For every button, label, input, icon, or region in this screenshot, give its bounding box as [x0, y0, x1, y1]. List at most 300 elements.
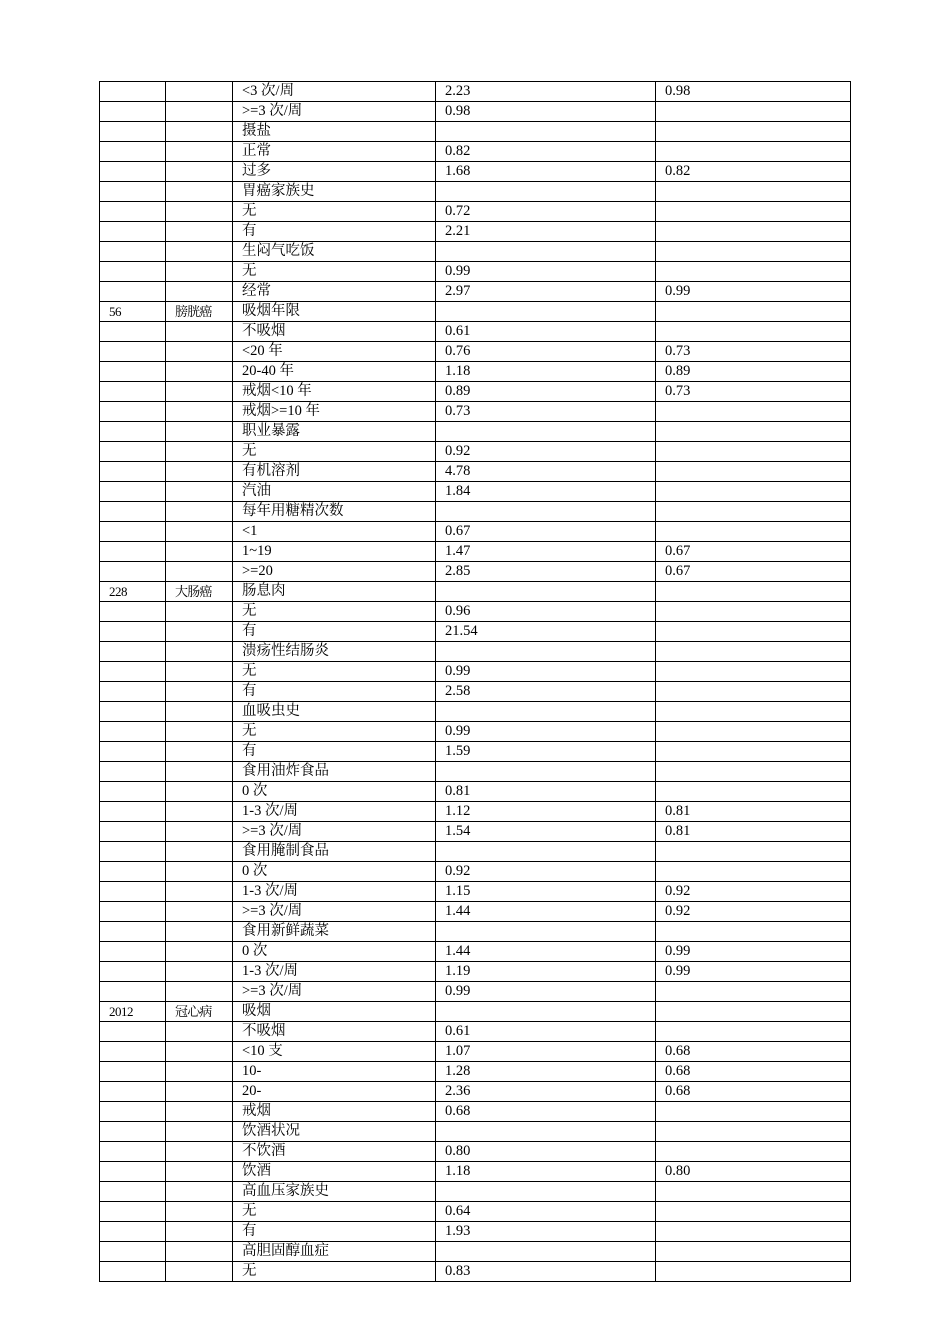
factor-cell: 1-3 次/周 — [233, 962, 436, 982]
reference-value-cell — [656, 682, 851, 702]
risk-value-cell: 2.36 — [436, 1082, 656, 1102]
factor-cell: 肠息肉 — [233, 582, 436, 602]
risk-value-cell: 1.15 — [436, 882, 656, 902]
factor-cell: 职业暴露 — [233, 422, 436, 442]
table-row — [100, 702, 851, 722]
risk-value-cell: 0.99 — [436, 662, 656, 682]
risk-value-cell — [436, 922, 656, 942]
table-row — [100, 282, 851, 302]
case-count-cell — [100, 882, 166, 902]
reference-value-cell — [656, 442, 851, 462]
table-row — [100, 202, 851, 222]
disease-cell — [166, 902, 233, 922]
case-count-cell — [100, 1142, 166, 1162]
case-count-cell — [100, 1242, 166, 1262]
disease-cell — [166, 922, 233, 942]
table-row — [100, 602, 851, 622]
risk-value-cell — [436, 302, 656, 322]
disease-cell — [166, 202, 233, 222]
risk-value-cell — [436, 122, 656, 142]
risk-value-cell: 0.73 — [436, 402, 656, 422]
factor-cell: 每年用糖精次数 — [233, 502, 436, 522]
reference-value-cell — [656, 1022, 851, 1042]
risk-value-cell: 0.92 — [436, 442, 656, 462]
reference-value-cell: 0.92 — [656, 882, 851, 902]
table-row — [100, 442, 851, 462]
case-count-cell — [100, 1222, 166, 1242]
factor-cell: 胃癌家族史 — [233, 182, 436, 202]
case-count-cell: 2012 — [100, 1002, 166, 1022]
case-count-cell — [100, 1182, 166, 1202]
table-row — [100, 1042, 851, 1062]
disease-cell — [166, 702, 233, 722]
disease-cell — [166, 1202, 233, 1222]
factor-cell: 有 — [233, 1222, 436, 1242]
factor-cell: 10- — [233, 1062, 436, 1082]
disease-cell — [166, 1022, 233, 1042]
risk-value-cell: 1.18 — [436, 1162, 656, 1182]
factor-cell: 戒烟>=10 年 — [233, 402, 436, 422]
table-row — [100, 302, 851, 322]
risk-value-cell — [436, 502, 656, 522]
disease-cell — [166, 662, 233, 682]
table-row — [100, 1262, 851, 1282]
disease-cell — [166, 1262, 233, 1282]
factor-cell: >=20 — [233, 562, 436, 582]
case-count-cell — [100, 902, 166, 922]
risk-value-cell — [436, 1182, 656, 1202]
reference-value-cell — [656, 462, 851, 482]
reference-value-cell — [656, 602, 851, 622]
case-count-cell — [100, 962, 166, 982]
risk-value-cell: 0.96 — [436, 602, 656, 622]
reference-value-cell: 0.81 — [656, 822, 851, 842]
case-count-cell — [100, 122, 166, 142]
factor-cell: <20 年 — [233, 342, 436, 362]
table-row — [100, 322, 851, 342]
factor-cell: 20- — [233, 1082, 436, 1102]
risk-value-cell: 1.18 — [436, 362, 656, 382]
case-count-cell — [100, 1042, 166, 1062]
risk-value-cell — [436, 1002, 656, 1022]
factor-cell: 溃疡性结肠炎 — [233, 642, 436, 662]
disease-cell — [166, 382, 233, 402]
factor-cell: 有 — [233, 742, 436, 762]
case-count-cell — [100, 722, 166, 742]
table-row — [100, 642, 851, 662]
risk-value-cell — [436, 182, 656, 202]
factor-cell: 汽油 — [233, 482, 436, 502]
case-count-cell — [100, 382, 166, 402]
risk-value-cell: 1.68 — [436, 162, 656, 182]
case-count-cell — [100, 462, 166, 482]
risk-value-cell: 2.58 — [436, 682, 656, 702]
risk-factor-table — [99, 81, 851, 1282]
disease-cell — [166, 602, 233, 622]
disease-cell — [166, 142, 233, 162]
reference-value-cell — [656, 402, 851, 422]
risk-value-cell — [436, 642, 656, 662]
factor-cell: 1-3 次/周 — [233, 802, 436, 822]
reference-value-cell — [656, 222, 851, 242]
risk-value-cell: 1.84 — [436, 482, 656, 502]
reference-value-cell — [656, 522, 851, 542]
case-count-cell: 228 — [100, 582, 166, 602]
disease-cell — [166, 102, 233, 122]
factor-cell: 吸烟 — [233, 1002, 436, 1022]
case-count-cell — [100, 82, 166, 102]
factor-cell: 有 — [233, 622, 436, 642]
factor-cell: 生闷气吃饭 — [233, 242, 436, 262]
reference-value-cell — [656, 1242, 851, 1262]
disease-cell — [166, 1182, 233, 1202]
table-row — [100, 422, 851, 442]
case-count-cell — [100, 842, 166, 862]
factor-cell: 无 — [233, 662, 436, 682]
factor-cell: 高胆固醇血症 — [233, 1242, 436, 1262]
disease-cell — [166, 1242, 233, 1262]
table-row — [100, 1202, 851, 1222]
risk-value-cell — [436, 582, 656, 602]
disease-cell — [166, 882, 233, 902]
disease-cell — [166, 762, 233, 782]
reference-value-cell — [656, 702, 851, 722]
reference-value-cell — [656, 422, 851, 442]
risk-value-cell: 1.59 — [436, 742, 656, 762]
table-row — [100, 742, 851, 762]
disease-cell — [166, 402, 233, 422]
disease-cell — [166, 502, 233, 522]
table-row — [100, 1222, 851, 1242]
reference-value-cell: 0.68 — [656, 1042, 851, 1062]
disease-cell — [166, 782, 233, 802]
case-count-cell — [100, 562, 166, 582]
table-row — [100, 902, 851, 922]
case-count-cell — [100, 362, 166, 382]
disease-cell: 膀胱癌 — [166, 302, 233, 322]
factor-cell: 无 — [233, 202, 436, 222]
risk-value-cell — [436, 422, 656, 442]
factor-cell: 食用油炸食品 — [233, 762, 436, 782]
reference-value-cell — [656, 242, 851, 262]
case-count-cell — [100, 782, 166, 802]
factor-cell: 饮酒状况 — [233, 1122, 436, 1142]
reference-value-cell — [656, 842, 851, 862]
risk-value-cell: 1.12 — [436, 802, 656, 822]
risk-value-cell: 0.89 — [436, 382, 656, 402]
case-count-cell — [100, 102, 166, 122]
risk-value-cell: 0.83 — [436, 1262, 656, 1282]
table-row — [100, 1242, 851, 1262]
disease-cell — [166, 622, 233, 642]
factor-cell: 0 次 — [233, 942, 436, 962]
reference-value-cell — [656, 322, 851, 342]
factor-cell: 正常 — [233, 142, 436, 162]
case-count-cell — [100, 662, 166, 682]
reference-value-cell — [656, 742, 851, 762]
reference-value-cell — [656, 202, 851, 222]
disease-cell — [166, 462, 233, 482]
disease-cell — [166, 742, 233, 762]
factor-cell: 0 次 — [233, 862, 436, 882]
disease-cell — [166, 322, 233, 342]
factor-cell: <1 — [233, 522, 436, 542]
risk-value-cell — [436, 242, 656, 262]
risk-value-cell: 0.99 — [436, 722, 656, 742]
disease-cell — [166, 82, 233, 102]
disease-cell — [166, 1042, 233, 1062]
disease-cell — [166, 642, 233, 662]
reference-value-cell — [656, 862, 851, 882]
case-count-cell — [100, 402, 166, 422]
case-count-cell — [100, 922, 166, 942]
case-count-cell — [100, 682, 166, 702]
risk-value-cell: 0.92 — [436, 862, 656, 882]
disease-cell — [166, 962, 233, 982]
risk-value-cell: 2.85 — [436, 562, 656, 582]
table-row — [100, 1082, 851, 1102]
case-count-cell — [100, 422, 166, 442]
reference-value-cell: 0.89 — [656, 362, 851, 382]
factor-cell: 不吸烟 — [233, 322, 436, 342]
case-count-cell — [100, 742, 166, 762]
table-row — [100, 862, 851, 882]
case-count-cell — [100, 1162, 166, 1182]
reference-value-cell: 0.68 — [656, 1062, 851, 1082]
factor-cell: >=3 次/周 — [233, 902, 436, 922]
reference-value-cell — [656, 1102, 851, 1122]
reference-value-cell: 0.73 — [656, 342, 851, 362]
factor-cell: 有 — [233, 222, 436, 242]
reference-value-cell: 0.99 — [656, 942, 851, 962]
disease-cell — [166, 342, 233, 362]
table-row — [100, 502, 851, 522]
table-row — [100, 542, 851, 562]
case-count-cell: 56 — [100, 302, 166, 322]
factor-cell: 戒烟<10 年 — [233, 382, 436, 402]
risk-value-cell: 21.54 — [436, 622, 656, 642]
disease-cell — [166, 222, 233, 242]
risk-value-cell: 1.07 — [436, 1042, 656, 1062]
reference-value-cell: 0.81 — [656, 802, 851, 822]
disease-cell — [166, 482, 233, 502]
disease-cell — [166, 262, 233, 282]
table-row — [100, 562, 851, 582]
case-count-cell — [100, 942, 166, 962]
factor-cell: 1~19 — [233, 542, 436, 562]
risk-value-cell — [436, 702, 656, 722]
table-row — [100, 482, 851, 502]
disease-cell — [166, 1082, 233, 1102]
table-row — [100, 842, 851, 862]
case-count-cell — [100, 642, 166, 662]
disease-cell — [166, 942, 233, 962]
case-count-cell — [100, 442, 166, 462]
risk-value-cell: 1.44 — [436, 942, 656, 962]
reference-value-cell: 0.73 — [656, 382, 851, 402]
reference-value-cell — [656, 1002, 851, 1022]
table-row — [100, 922, 851, 942]
reference-value-cell — [656, 1222, 851, 1242]
table-row — [100, 222, 851, 242]
risk-value-cell: 1.44 — [436, 902, 656, 922]
case-count-cell — [100, 162, 166, 182]
table-row — [100, 262, 851, 282]
case-count-cell — [100, 1022, 166, 1042]
disease-cell — [166, 542, 233, 562]
risk-value-cell: 0.76 — [436, 342, 656, 362]
case-count-cell — [100, 282, 166, 302]
reference-value-cell: 0.80 — [656, 1162, 851, 1182]
reference-value-cell — [656, 1262, 851, 1282]
case-count-cell — [100, 622, 166, 642]
case-count-cell — [100, 262, 166, 282]
factor-cell: 吸烟年限 — [233, 302, 436, 322]
disease-cell — [166, 1222, 233, 1242]
table-row — [100, 882, 851, 902]
table-row — [100, 722, 851, 742]
disease-cell — [166, 982, 233, 1002]
risk-value-cell: 1.19 — [436, 962, 656, 982]
risk-value-cell: 0.64 — [436, 1202, 656, 1222]
case-count-cell — [100, 802, 166, 822]
factor-cell: 无 — [233, 262, 436, 282]
factor-cell: 不吸烟 — [233, 1022, 436, 1042]
disease-cell — [166, 522, 233, 542]
reference-value-cell — [656, 302, 851, 322]
factor-cell: 经常 — [233, 282, 436, 302]
case-count-cell — [100, 1202, 166, 1222]
reference-value-cell: 0.99 — [656, 962, 851, 982]
reference-value-cell: 0.67 — [656, 562, 851, 582]
risk-value-cell: 0.61 — [436, 1022, 656, 1042]
risk-value-cell: 0.98 — [436, 102, 656, 122]
risk-value-cell: 1.93 — [436, 1222, 656, 1242]
factor-cell: 无 — [233, 1202, 436, 1222]
table-row — [100, 1102, 851, 1122]
table-row — [100, 1142, 851, 1162]
disease-cell — [166, 562, 233, 582]
reference-value-cell — [656, 982, 851, 1002]
factor-cell: 无 — [233, 602, 436, 622]
case-count-cell — [100, 1262, 166, 1282]
risk-value-cell: 0.99 — [436, 262, 656, 282]
reference-value-cell — [656, 122, 851, 142]
reference-value-cell — [656, 782, 851, 802]
factor-cell: >=3 次/周 — [233, 102, 436, 122]
case-count-cell — [100, 1122, 166, 1142]
case-count-cell — [100, 322, 166, 342]
table-row — [100, 522, 851, 542]
case-count-cell — [100, 822, 166, 842]
table-row — [100, 162, 851, 182]
case-count-cell — [100, 1082, 166, 1102]
disease-cell: 大肠癌 — [166, 582, 233, 602]
table-row — [100, 962, 851, 982]
table-row — [100, 142, 851, 162]
case-count-cell — [100, 182, 166, 202]
factor-cell: 1-3 次/周 — [233, 882, 436, 902]
reference-value-cell: 0.92 — [656, 902, 851, 922]
disease-cell — [166, 1142, 233, 1162]
table-row — [100, 1182, 851, 1202]
factor-cell: 20-40 年 — [233, 362, 436, 382]
disease-cell — [166, 822, 233, 842]
disease-cell — [166, 802, 233, 822]
disease-cell — [166, 162, 233, 182]
case-count-cell — [100, 602, 166, 622]
factor-cell: 有机溶剂 — [233, 462, 436, 482]
factor-cell: 高血压家族史 — [233, 1182, 436, 1202]
table-row — [100, 582, 851, 602]
factor-cell: <10 支 — [233, 1042, 436, 1062]
risk-value-cell: 0.61 — [436, 322, 656, 342]
risk-value-cell: 2.21 — [436, 222, 656, 242]
table-row — [100, 982, 851, 1002]
table-row — [100, 342, 851, 362]
case-count-cell — [100, 502, 166, 522]
disease-cell — [166, 422, 233, 442]
reference-value-cell — [656, 922, 851, 942]
risk-value-cell: 1.54 — [436, 822, 656, 842]
factor-cell: >=3 次/周 — [233, 822, 436, 842]
table-row — [100, 662, 851, 682]
disease-cell — [166, 282, 233, 302]
disease-cell — [166, 1102, 233, 1122]
case-count-cell — [100, 982, 166, 1002]
case-count-cell — [100, 142, 166, 162]
table-row — [100, 1002, 851, 1022]
reference-value-cell — [656, 1122, 851, 1142]
table-row — [100, 102, 851, 122]
reference-value-cell — [656, 662, 851, 682]
case-count-cell — [100, 762, 166, 782]
reference-value-cell — [656, 502, 851, 522]
case-count-cell — [100, 542, 166, 562]
disease-cell — [166, 862, 233, 882]
case-count-cell — [100, 242, 166, 262]
reference-value-cell: 0.68 — [656, 1082, 851, 1102]
case-count-cell — [100, 862, 166, 882]
risk-value-cell — [436, 762, 656, 782]
disease-cell — [166, 242, 233, 262]
risk-value-cell — [436, 842, 656, 862]
factor-cell: 血吸虫史 — [233, 702, 436, 722]
reference-value-cell — [656, 102, 851, 122]
risk-value-cell: 0.67 — [436, 522, 656, 542]
table-row — [100, 822, 851, 842]
disease-cell — [166, 1162, 233, 1182]
table-row — [100, 82, 851, 102]
table-row — [100, 182, 851, 202]
disease-cell — [166, 182, 233, 202]
factor-cell: 有 — [233, 682, 436, 702]
factor-cell: 无 — [233, 1262, 436, 1282]
disease-cell — [166, 1062, 233, 1082]
factor-cell: 摄盐 — [233, 122, 436, 142]
reference-value-cell: 0.98 — [656, 82, 851, 102]
factor-cell: <3 次/周 — [233, 82, 436, 102]
risk-value-cell: 0.80 — [436, 1142, 656, 1162]
disease-cell: 冠心病 — [166, 1002, 233, 1022]
factor-cell: 戒烟 — [233, 1102, 436, 1122]
table-body — [100, 82, 851, 1282]
table-row — [100, 402, 851, 422]
reference-value-cell — [656, 262, 851, 282]
case-count-cell — [100, 702, 166, 722]
reference-value-cell — [656, 1182, 851, 1202]
reference-value-cell: 0.82 — [656, 162, 851, 182]
